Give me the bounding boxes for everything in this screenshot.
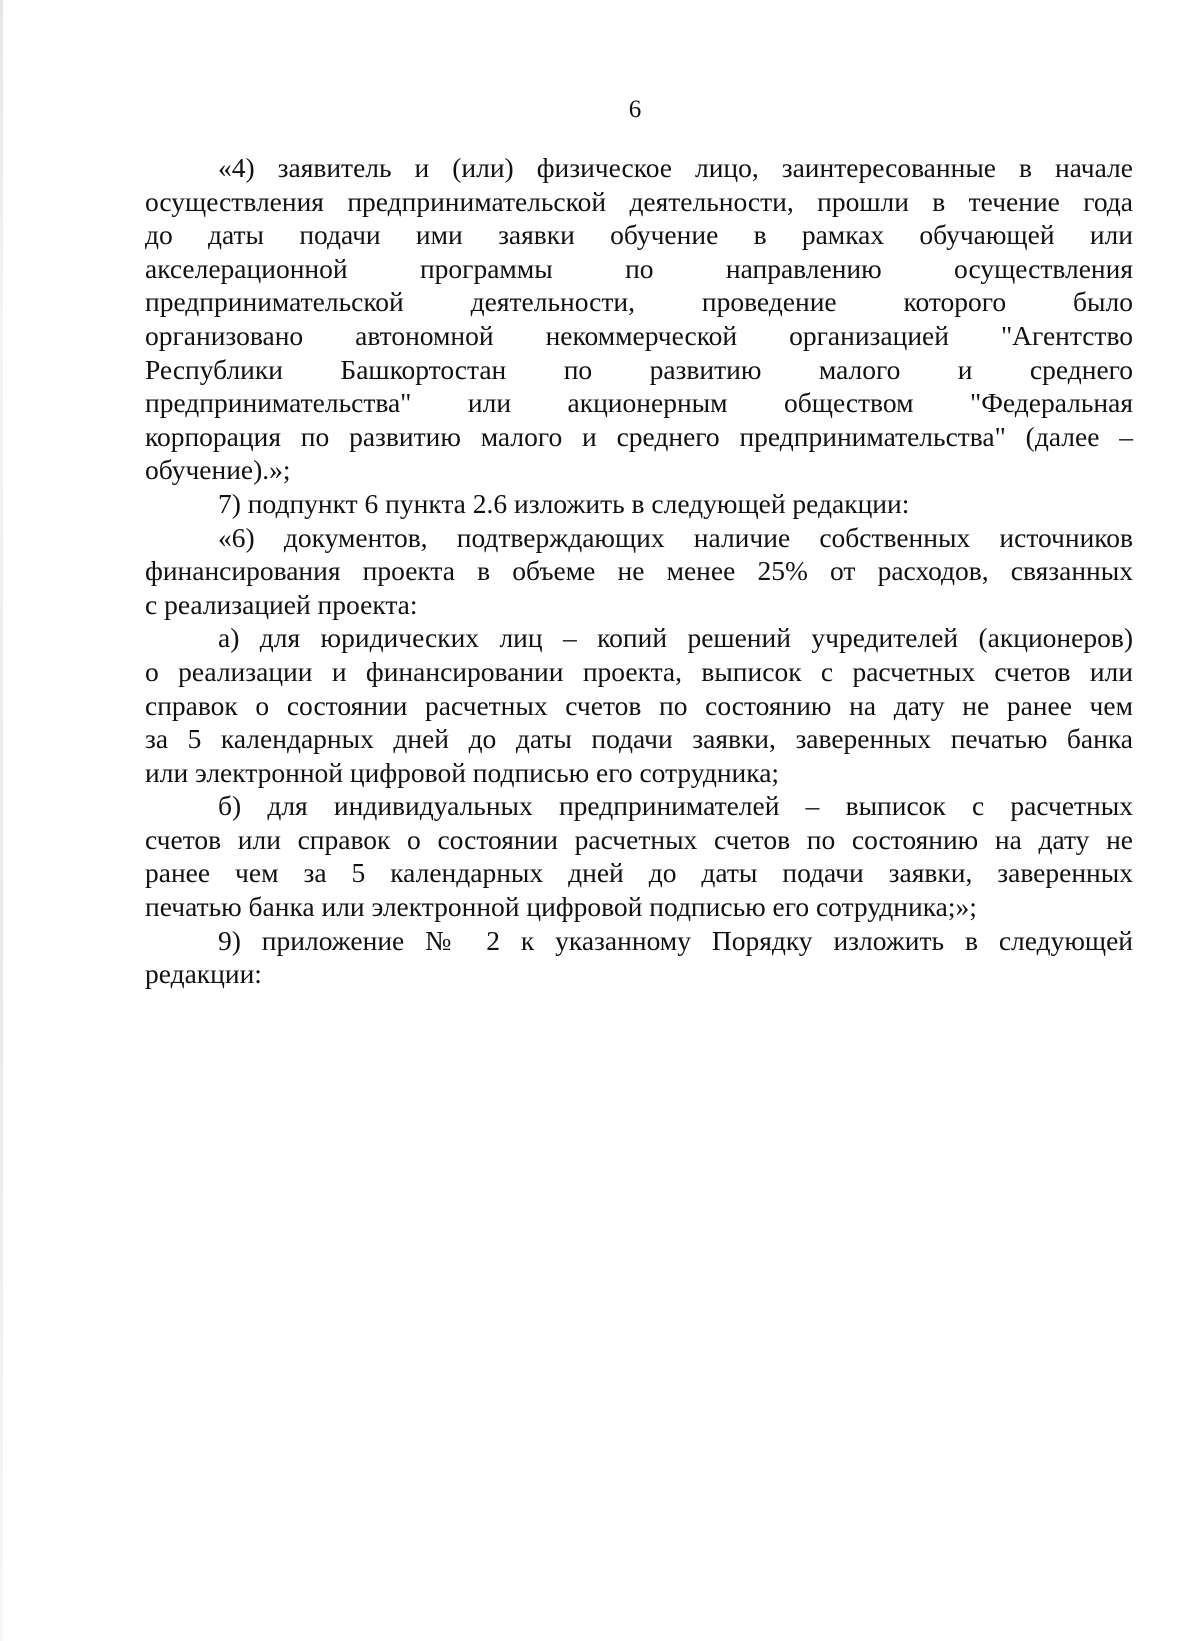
text-line: печатью банка или электронной цифровой подписью его сотрудника;»;: [145, 891, 977, 923]
page-number: 6: [628, 96, 642, 123]
text-line: предпринимательской деятельности, проведение которого было: [145, 286, 1133, 318]
text-line: б) для индивидуальных предпринимателей – выписок с расчетных: [218, 790, 1133, 822]
text-line: или электронной цифровой подписью его сотрудника;: [145, 756, 780, 788]
text-line: до даты подачи ими заявки обучение в рамках обучающей или: [145, 219, 1133, 251]
text-line: «4) заявитель и (или) физическое лицо, заинтересованные в начале: [218, 152, 1133, 183]
text-line: справок о состоянии расчетных счетов по состоянию на дату не ранее чем: [145, 689, 1133, 721]
text-line: ранее чем за 5 календарных дней до даты подачи заявки, заверенных: [145, 857, 1133, 889]
text-line: предпринимательства" или акционерным обществом "Федеральная: [145, 387, 1133, 419]
text-line: корпорация по развитию малого и среднего предпринимательства" (далее –: [145, 420, 1133, 452]
text-line: «6) документов, подтверждающих наличие собственных источников: [218, 521, 1133, 553]
document-body: [145, 151, 1133, 991]
text-line: о реализации и финансировании проекта, выписок с расчетных счетов или: [145, 655, 1133, 687]
text-line: 9) приложение № 2 к указанному Порядку изложить в следующей: [218, 924, 1133, 956]
text-line: обучение).»;: [145, 454, 291, 486]
text-line: финансирования проекта в объеме не менее 25% от расходов, связанных: [145, 555, 1133, 587]
text-line: а) для юридических лиц – копий решений учредителей (акционеров): [218, 622, 1133, 654]
text-line: Республики Башкортостан по развитию малого и среднего: [145, 353, 1133, 385]
text-line: акселерационной программы по направлению осуществления: [145, 252, 1133, 284]
text-line: 7) подпункт 6 пункта 2.6 изложить в следующей редакции:: [218, 487, 910, 519]
text-line: редакции:: [145, 958, 262, 990]
text-line: организовано автономной некоммерческой организацией "Агентство: [145, 319, 1133, 351]
text-line: с реализацией проекта:: [145, 588, 418, 620]
scan-edge: [0, 0, 3, 1641]
text-line: осуществления предпринимательской деятельности, прошли в течение года: [145, 185, 1133, 217]
text-line: за 5 календарных дней до даты подачи заявки, заверенных печатью банка: [145, 723, 1133, 755]
text-line: счетов или справок о состоянии расчетных счетов по состоянию на дату не: [145, 823, 1133, 855]
